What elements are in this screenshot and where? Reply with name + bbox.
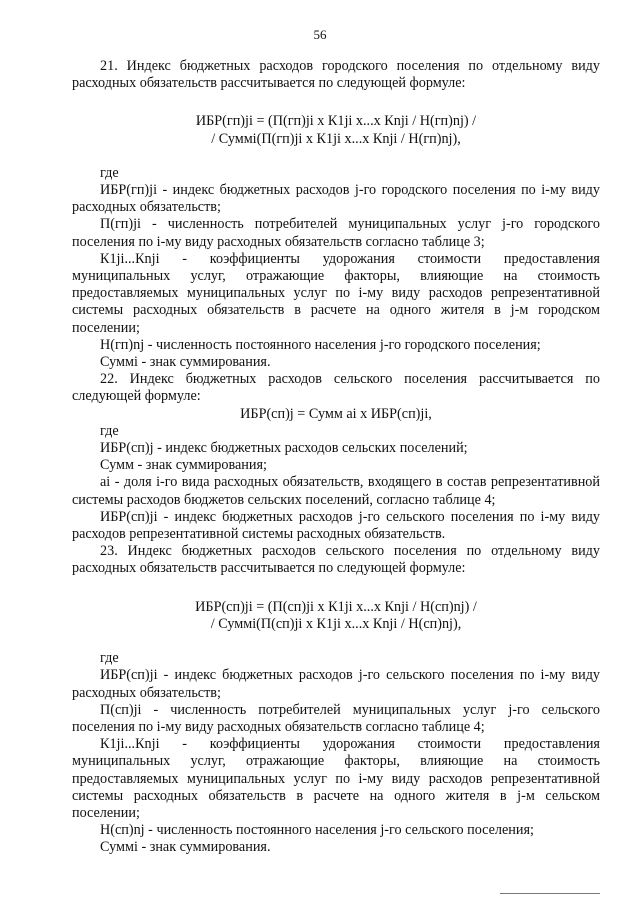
s22-def-ibr-ji: ИБР(сп)ji - индекс бюджетных расходов j-го сельского поселения по i-му виду расходов репрезентативной системы расходных обязательств. (72, 508, 600, 543)
s21-intro: 21. Индекс бюджетных расходов городского поселения по отдельному виду расходных обязательств рассчитывается по следующей формуле: (72, 58, 600, 92)
s21-formula-line2: / Суммi(П(гп)ji х К1ji х...х Кnji / Н(гп)nj), (211, 130, 461, 147)
s21-def-summ: Суммi - знак суммирования. (100, 354, 271, 371)
page-number: 56 (313, 27, 327, 42)
s22-where: где (100, 422, 119, 439)
s22-formula: ИБР(сп)j = Сумм ai х ИБР(сп)ji, (240, 405, 432, 422)
s23-def-p: П(сп)ji - численность потребителей муниципальных услуг j-го сельского поселения по i-му виду расходных обязательств согласно таблице 4; (72, 701, 600, 735)
s23-formula-line1: ИБР(сп)ji = (П(сп)ji х К1ji х...х Кnji / Н(сп)nj) / (195, 598, 477, 615)
s21-formula-line1: ИБР(гп)ji = (П(гп)ji х К1ji х...х Кnji / Н(гп)nj) / (195, 113, 477, 130)
s21-def-n: Н(гп)nj - численность постоянного населения j-го городского поселения; (100, 336, 541, 353)
s21-def-p: П(гп)ji - численность потребителей муниципальных услуг j-го городского поселения по i-му виду расходных обязательств согласно таблице 3; (72, 216, 600, 250)
s22-def-a: ai - доля i-го вида расходных обязательств, входящего в состав репрезентативной системы расходов бюджетов сельских поселений, согласно таблице 4; (72, 474, 600, 508)
scan-edge-line (500, 893, 600, 894)
s23-intro: 23. Индекс бюджетных расходов сельского поселения по отдельному виду расходных обязательств рассчитывается по следующей формуле: (72, 543, 600, 577)
s21-def-k-lead: К1ji...Кnji - коэффициенты удорожания стоимости предоставления (100, 250, 600, 267)
s22-def-ibr: ИБР(сп)j - индекс бюджетных расходов сельских поселений; (100, 440, 468, 457)
s21-where: где (100, 164, 119, 181)
s23-def-n: Н(сп)nj - численность постоянного населения j-го сельского поселения; (100, 822, 534, 839)
s23-where: где (100, 650, 119, 667)
s23-formula-line2: / Суммi(П(сп)ji х К1ji х...х Кnji / Н(сп)nj), (210, 615, 462, 632)
s23-def-ibr: ИБР(сп)ji - индекс бюджетных расходов j-го сельского поселения по i-му виду расходных обязательств; (72, 667, 600, 701)
s21-def-ibr: ИБР(гп)ji - индекс бюджетных расходов j-го городского поселения по i-му виду расходных обязательств; (72, 182, 600, 216)
s22-intro: 22. Индекс бюджетных расходов сельского поселения рассчитывается по следующей формуле: (72, 371, 600, 405)
page-content (72, 58, 600, 857)
s22-def-summ: Сумм - знак суммирования; (100, 457, 267, 474)
s21-def-k-rest: муниципальных услуг, отражающие факторы, влияющие на стоимость предоставляемых муниципальных услуг по i-му виду расходов репрезентативной системы расходных обязательств в расчете на одного жителя в j-м городском поселении; (72, 268, 600, 336)
s23-def-k-rest: муниципальных услуг, отражающие факторы, влияющие на стоимость предоставляемых муниципальных услуг по i-му виду расходов репрезентативной системы расходных обязательств в расчете на одного жителя в j-м сельском поселении; (72, 753, 600, 821)
s23-def-k-lead: К1ji...Кnji - коэффициенты удорожания стоимости предоставления (100, 736, 600, 753)
s23-def-summ: Суммi - знак суммирования. (100, 839, 271, 856)
